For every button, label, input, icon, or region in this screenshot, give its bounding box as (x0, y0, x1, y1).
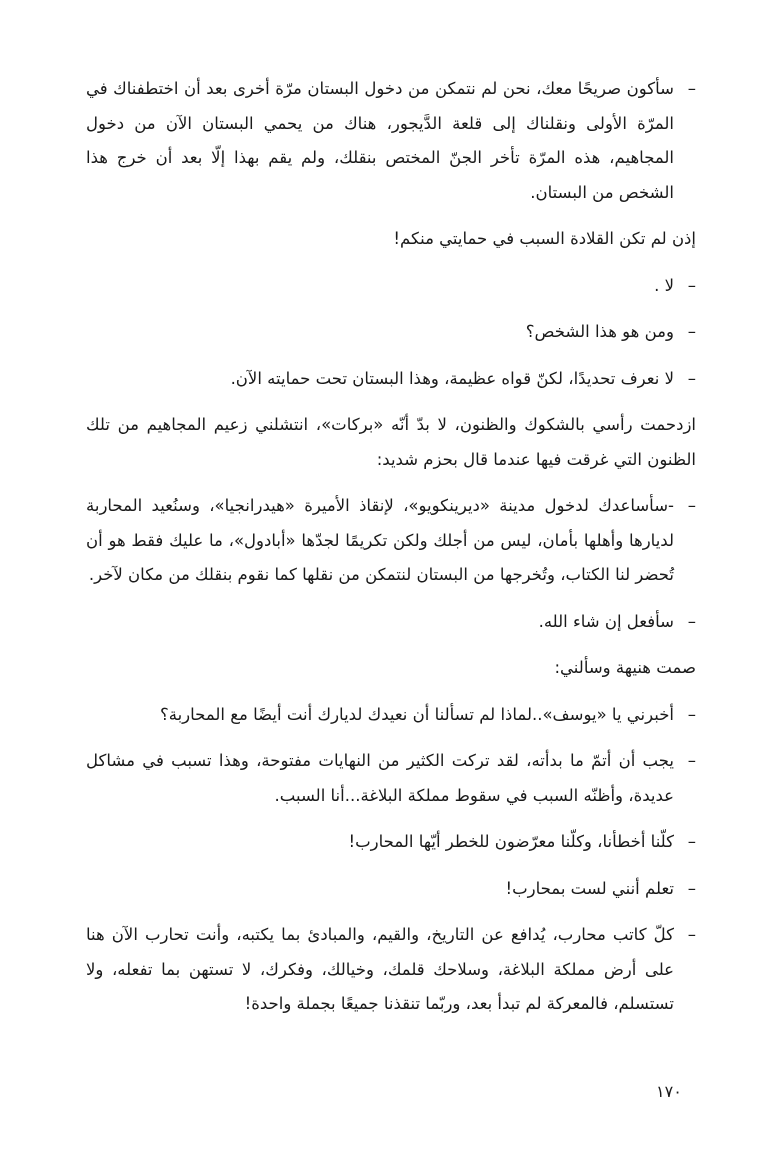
paragraph-text: لا . (654, 275, 674, 295)
paragraph-text: كلّ كاتب محارب، يُدافع عن التاريخ، والقيم، والمبادئ بما يكتبه، وأنت تحارب الآن هنا على أرض مملكة البلاغة، وسلاحك قلمك، وخيالك، وفكرك، لا تستهن بما تفعله، ولا تستسلم، فالمعركة لم تبدأ بعد، وربّما تنقذنا جميعًا بجملة واحدة! (86, 925, 674, 1013)
dialogue-dash: – (687, 878, 696, 898)
dialogue-dash: – (687, 704, 696, 724)
paragraph-text: صمت هنيهة وسألني: (554, 658, 696, 677)
dialogue-dash: – (687, 832, 696, 851)
dialogue-paragraph (86, 315, 696, 350)
paragraph-text: إذن لم تكن القلادة السبب في حمايتي منكم! (393, 229, 696, 248)
dialogue-paragraph (86, 918, 696, 1022)
narration-paragraph (86, 408, 696, 477)
paragraph-text: سأكون صريحًا معك، نحن لم نتمكن من دخول البستان مرّة أخرى بعد أن اختطفناك في المرّة الأولى ونقلناك إلى قلعة الدَّيجور، هناك من يحمي البستان الآن من دخول المجاهيم، هذه المرّة تأخر الجنّ المختص بنقلك، ولم يقم بهذا إلّا بعد أن خرج هذا الشخص من البستان. (86, 79, 674, 202)
paragraph-text: أخبرني يا «يوسف»..لماذا لم تسألنا أن نعيدك لديارك أنت أيضًا مع المحاربة؟ (159, 704, 674, 724)
dialogue-paragraph (86, 825, 696, 860)
paragraph-text: يجب أن أتمّ ما بدأته، لقد تركت الكثير من النهايات مفتوحة، وهذا تسبب في مشاكل عديدة، وأظنّه السبب في سقوط مملكة البلاغة...أنا السبب. (86, 751, 674, 805)
dialogue-dash: – (687, 368, 696, 388)
paragraph-text: ومن هو هذا الشخص؟ (525, 322, 674, 341)
dialogue-paragraph (86, 744, 696, 813)
narration-paragraph (86, 222, 696, 257)
dialogue-dash: – (687, 751, 696, 770)
paragraph-text: ازدحمت رأسي بالشكوك والظنون، لا بدّ أنّه «بركات»، انتشلني زعيم المجاهيم من تلك الظنون التي غرقت فيها عندما قال بحزم شديد: (86, 415, 696, 469)
paragraph-text: -سأساعدك لدخول مدينة «ديرينكويو»، لإنقاذ الأميرة «هيدرانجيا»، وسنُعيد المحاربة لديارها وأهلها بأمان، ليس من أجلك ولكن تكريمًا لجدّها «أبادول»، ما عليك فقط هو أن تُحضر لنا الكتاب، وتُخرجها من البستان لنتمكن من نقلها كما نقوم بنقلك من مكان لآخر. (86, 496, 674, 584)
dialogue-paragraph (86, 698, 696, 733)
dialogue-paragraph (86, 269, 696, 304)
page-number: ١٧٠ (656, 1082, 682, 1101)
narration-paragraph (86, 651, 696, 686)
paragraph-text: سأفعل إن شاء الله. (538, 611, 674, 631)
dialogue-dash: – (687, 925, 696, 944)
dialogue-dash: – (687, 496, 696, 515)
paragraph-text: لا نعرف تحديدًا، لكنّ قواه عظيمة، وهذا البستان تحت حمايته الآن. (230, 368, 674, 388)
paragraph-text: كلّنا أخطأنا، وكلّنا معرّضون للخطر أيّها المحارب! (348, 832, 674, 851)
book-page-body (86, 72, 696, 1034)
dialogue-paragraph (86, 872, 696, 907)
dialogue-dash: – (687, 275, 696, 295)
dialogue-dash: – (687, 79, 696, 98)
dialogue-dash: – (687, 611, 696, 631)
dialogue-paragraph (86, 489, 696, 593)
dialogue-paragraph (86, 72, 696, 210)
paragraph-text: تعلم أنني لست بمحارب! (505, 878, 674, 898)
dialogue-paragraph (86, 605, 696, 640)
dialogue-dash: – (687, 322, 696, 341)
dialogue-paragraph (86, 362, 696, 397)
